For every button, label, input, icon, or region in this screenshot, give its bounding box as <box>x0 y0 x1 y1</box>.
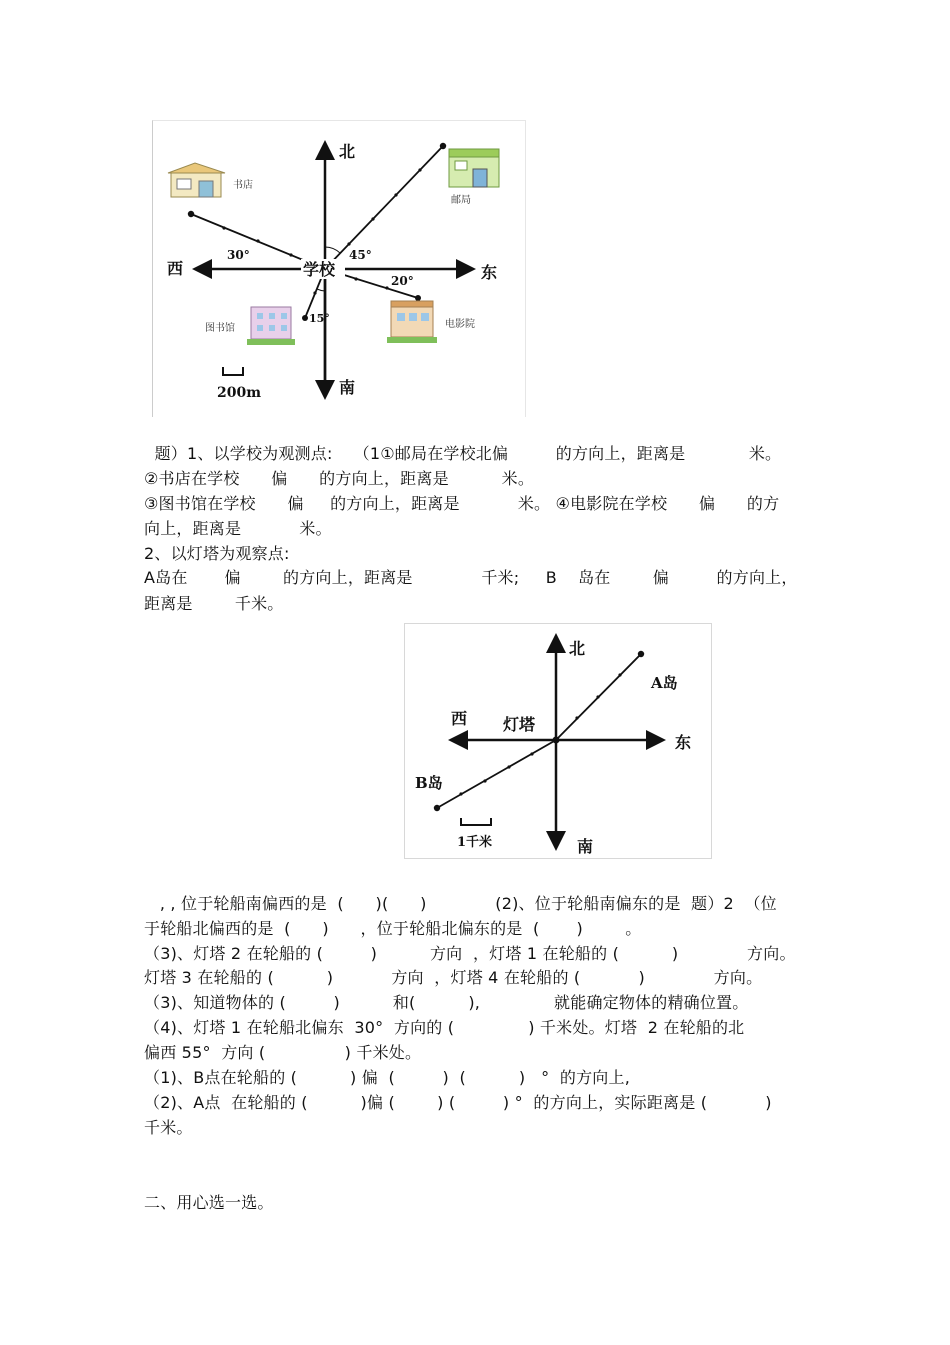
south-label: 南 <box>339 378 356 397</box>
tick-dots <box>434 651 644 811</box>
post-office-icon <box>449 149 499 187</box>
north-label: 北 <box>339 142 356 161</box>
lighthouse-map-svg <box>405 624 711 858</box>
q3-line-5: （3)、知道物体的 ( ) 和( ), 就能确定物体的精确位置。 <box>144 993 749 1012</box>
north-label: 北 <box>569 639 586 658</box>
cinema-icon <box>387 301 437 343</box>
cinema-label: 电影院 <box>445 319 475 330</box>
west-label: 西 <box>451 709 468 728</box>
q3-line-2: 于轮船北偏西的是 ( ) ，位于轮船北偏东的是 ( ) 。 <box>144 919 642 938</box>
q3-line-7: 偏西 55° 方向 ( ) 千米处。 <box>144 1043 422 1062</box>
east-label: 东 <box>675 733 692 752</box>
q3-line-8: （1)、B点在轮船的 ( ) 偏 ( ) ( ) ° 的方向上, <box>144 1068 630 1087</box>
q3-line-6: （4)、灯塔 1 在轮船北偏东 30° 方向的 ( ) 千米处。灯塔 2 在轮船的北 <box>144 1018 745 1037</box>
q3-line-3: （3)、灯塔 2 在轮船的 ( ) 方向 ，灯塔 1 在轮船的 ( ) 方向。 <box>144 944 796 963</box>
b-island-label: B岛 <box>415 774 443 792</box>
angle-cinema: 20° <box>391 274 414 288</box>
line-to-post-office <box>325 146 443 269</box>
q3-line-4: 灯塔 3 在轮船的 ( ) 方向 ，灯塔 4 在轮船的 ( ) 方向。 <box>144 968 763 987</box>
library-icon <box>247 307 295 345</box>
school-label: 学校 <box>303 260 336 279</box>
lighthouse-direction-map <box>404 623 712 859</box>
q1-line-1: 题）1、以学校为观测点: （1①邮局在学校北偏 的方向上，距离是 米。 <box>144 444 782 463</box>
east-label: 东 <box>481 263 498 282</box>
south-label: 南 <box>577 837 594 856</box>
angle-bookstore: 30° <box>227 248 250 262</box>
q1-line-3: ③图书馆在学校 偏 的方向上，距离是 米。 ④电影院在学校 偏 的方 <box>144 494 780 513</box>
line-to-b-island <box>437 740 556 808</box>
angle-post-office: 45° <box>349 248 372 262</box>
q3-line-1: , , 位于轮船南偏西的是 ( )( ) (2)、位于轮船南偏东的是 题）2 （位 <box>144 894 777 913</box>
scale-bar <box>461 818 491 825</box>
school-direction-map <box>152 120 526 417</box>
scale-bar <box>223 367 243 375</box>
west-label: 西 <box>167 259 184 278</box>
a-island-label: A岛 <box>651 674 678 692</box>
q1-line-4: 向上，距离是 米。 <box>144 519 332 538</box>
q3-line-10: 千米。 <box>144 1118 193 1137</box>
scale-label: 1千米 <box>457 835 493 850</box>
q1-line-2: ②书店在学校 偏 的方向上，距离是 米。 <box>144 469 535 488</box>
section-2-heading: 二、用心选一选。 <box>144 1193 274 1212</box>
q3-line-9: （2)、A点 在轮船的 ( )偏 ( ) ( ) ° 的方向上，实际距离是 ( ) <box>144 1093 772 1112</box>
q2-line-2: 距离是 千米。 <box>144 594 284 613</box>
scale-label: 200m <box>217 385 262 401</box>
q2-line-1: A岛在 偏 的方向上，距离是 千米; B 岛在 偏 的方向上， <box>144 568 798 587</box>
bookstore-label: 书店 <box>233 180 253 191</box>
school-map-svg <box>153 121 525 417</box>
library-label: 图书馆 <box>205 323 235 334</box>
angle-library: 15° <box>309 312 330 325</box>
lighthouse-label: 灯塔 <box>503 715 536 734</box>
bookstore-icon <box>168 163 225 197</box>
angle-arc-post <box>325 247 340 253</box>
q2-heading: 2、以灯塔为观察点: <box>144 544 290 563</box>
post-office-label: 邮局 <box>451 195 471 206</box>
